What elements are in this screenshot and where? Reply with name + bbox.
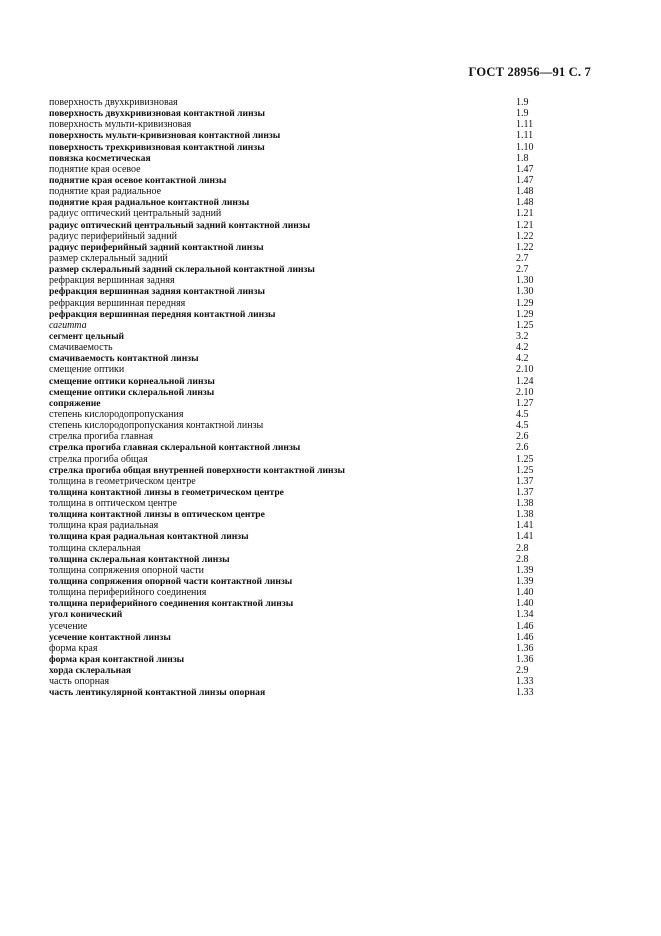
index-entry — [49, 130, 549, 141]
index-entry — [49, 487, 549, 498]
index-term: толщина края радиальная — [49, 520, 159, 532]
index-term: форма края — [49, 642, 98, 654]
index-entry — [49, 531, 549, 542]
index-entry — [49, 387, 549, 398]
index-entry — [49, 186, 549, 197]
index-term: толщина в оптическом центре — [49, 498, 177, 510]
index-term: поверхность трехкривизновая контактной линзы — [49, 141, 265, 153]
index-reference-number: 1.21 — [516, 219, 534, 231]
index-entry — [49, 331, 549, 342]
index-reference-number: 1.10 — [516, 141, 534, 153]
index-reference-number: 1.29 — [516, 308, 534, 320]
index-term: стрелка прогиба главная — [49, 431, 153, 443]
index-reference-number: 1.30 — [516, 286, 534, 298]
index-entry — [49, 498, 549, 509]
index-entry — [49, 398, 549, 409]
index-entry — [49, 609, 549, 620]
index-entry — [49, 576, 549, 587]
page-header: ГОСТ 28956—91 С. 7 — [468, 65, 591, 79]
index-term: поднятие края осевое контактной линзы — [49, 174, 227, 186]
index-term: усечение контактной линзы — [49, 631, 171, 643]
index-term: толщина контактной линзы в оптическом центре — [49, 509, 265, 521]
index-term: поднятие края радиальное — [49, 186, 162, 198]
index-term: смещение оптики корнеальной линзы — [49, 375, 215, 387]
index-reference-number: 1.41 — [516, 520, 534, 532]
index-entry — [49, 142, 549, 153]
index-entry — [49, 342, 549, 353]
index-entry — [49, 676, 549, 687]
index-reference-number: 1.11 — [516, 119, 534, 131]
index-entry — [49, 409, 549, 420]
index-reference-number: 1.47 — [516, 163, 534, 175]
index-reference-number: 1.25 — [516, 319, 534, 331]
index-reference-number: 1.27 — [516, 397, 534, 409]
index-entry — [49, 298, 549, 309]
index-reference-number: 1.41 — [516, 531, 534, 543]
index-reference-number: 1.25 — [516, 453, 534, 465]
index-entry — [49, 197, 549, 208]
index-term: толщина периферийного соединения контактной линзы — [49, 598, 294, 610]
index-term: смачиваемость — [49, 342, 113, 354]
index-entry — [49, 520, 549, 531]
index-entry — [49, 253, 549, 264]
index-term: стрелка прогиба главная склеральной контактной линзы — [49, 442, 301, 454]
index-term: поверхность мульти-кривизновая контактной линзы — [49, 130, 281, 142]
index-term: радиус периферийный задний контактной линзы — [49, 241, 264, 253]
index-entry — [49, 353, 549, 364]
index-entry — [49, 242, 549, 253]
index-reference-number: 2.8 — [516, 542, 529, 554]
index-term: стрелка прогиба общая внутренней поверхности контактной линзы — [49, 464, 345, 476]
index-reference-number: 1.36 — [516, 654, 534, 666]
index-reference-number: 1.34 — [516, 609, 534, 621]
index-entry — [49, 175, 549, 186]
index-reference-number: 1.33 — [516, 676, 534, 688]
index-term: толщина сопряжения опорной части — [49, 564, 205, 576]
index-reference-number: 1.40 — [516, 598, 534, 610]
index-entry — [49, 208, 549, 219]
index-entry — [49, 565, 549, 576]
index-reference-number: 2.6 — [516, 442, 529, 454]
index-term: поверхность мульти-кривизновая — [49, 119, 192, 131]
index-term: сегмент цельный — [49, 330, 125, 342]
index-reference-number: 2.9 — [516, 665, 529, 677]
index-term: степень кислородопропускания — [49, 408, 184, 420]
index-reference-number: 1.48 — [516, 186, 534, 198]
index-reference-number: 1.38 — [516, 498, 534, 510]
index-entry — [49, 286, 549, 297]
index-entry — [49, 442, 549, 453]
index-entry — [49, 687, 549, 698]
index-reference-number: 1.37 — [516, 486, 534, 498]
index-entry — [49, 420, 549, 431]
index-term: радиус оптический центральный задний контактной линзы — [49, 219, 311, 231]
index-term: форма края контактной линзы — [49, 654, 185, 666]
term-index-list — [49, 97, 549, 699]
index-entry — [49, 431, 549, 442]
index-entry — [49, 465, 549, 476]
index-term: толщина в геометрическом центре — [49, 475, 196, 487]
index-reference-number: 1.25 — [516, 464, 534, 476]
index-term: смещение оптики склеральной линзы — [49, 386, 215, 398]
index-term: рефракция вершинная передняя контактной линзы — [49, 308, 276, 320]
index-reference-number: 1.39 — [516, 576, 534, 588]
index-term: повязка косметическая — [49, 152, 151, 164]
index-term: хорда склеральная — [49, 665, 132, 677]
index-reference-number: 1.24 — [516, 375, 534, 387]
index-reference-number: 1.22 — [516, 230, 534, 242]
index-term: размер склеральный задний — [49, 252, 168, 264]
index-entry — [49, 632, 549, 643]
index-entry — [49, 509, 549, 520]
index-term: смещение оптики — [49, 364, 125, 376]
index-term: сагитта — [49, 319, 87, 331]
index-term: стрелка прогиба общая — [49, 453, 148, 465]
index-reference-number: 2.7 — [516, 264, 529, 276]
index-term: поверхность двухкривизновая контактной линзы — [49, 108, 265, 120]
index-reference-number: 1.33 — [516, 687, 534, 699]
index-reference-number: 3.2 — [516, 330, 529, 342]
index-term: толщина края радиальная контактной линзы — [49, 531, 249, 543]
index-term: толщина периферийного соединения — [49, 587, 207, 599]
index-entry — [49, 108, 549, 119]
index-term: часть опорная — [49, 676, 110, 688]
index-entry — [49, 231, 549, 242]
index-reference-number: 1.39 — [516, 564, 534, 576]
index-term: поднятие края радиальное контактной линзы — [49, 197, 250, 209]
index-reference-number: 1.46 — [516, 620, 534, 632]
index-reference-number: 1.8 — [516, 152, 529, 164]
index-reference-number: 1.9 — [516, 97, 529, 108]
index-entry — [49, 621, 549, 632]
index-entry — [49, 275, 549, 286]
index-reference-number: 4.5 — [516, 420, 529, 432]
index-reference-number: 2.8 — [516, 553, 529, 565]
index-reference-number: 2.10 — [516, 364, 534, 376]
index-term: радиус периферийный задний — [49, 230, 178, 242]
index-reference-number: 1.36 — [516, 642, 534, 654]
index-term: степень кислородопропускания контактной линзы — [49, 420, 264, 432]
index-reference-number: 1.46 — [516, 631, 534, 643]
index-reference-number: 1.11 — [516, 130, 534, 142]
index-entry — [49, 554, 549, 565]
index-reference-number: 1.29 — [516, 297, 534, 309]
index-term: радиус оптический центральный задний — [49, 208, 222, 220]
index-reference-number: 2.6 — [516, 431, 529, 443]
index-entry — [49, 543, 549, 554]
index-reference-number: 4.5 — [516, 408, 529, 420]
index-term: часть лентикулярной контактной линзы опорная — [49, 687, 266, 699]
index-reference-number: 4.2 — [516, 353, 529, 365]
index-reference-number: 2.7 — [516, 252, 529, 264]
index-term: рефракция вершинная задняя — [49, 275, 175, 287]
index-reference-number: 1.30 — [516, 275, 534, 287]
index-term: рефракция вершинная передняя — [49, 297, 186, 309]
index-term: смачиваемость контактной линзы — [49, 353, 199, 365]
index-entry — [49, 320, 549, 331]
index-term: рефракция вершинная задняя контактной линзы — [49, 286, 265, 298]
index-reference-number: 1.9 — [516, 108, 529, 120]
index-reference-number: 1.37 — [516, 475, 534, 487]
index-term: поверхность двухкривизновая — [49, 97, 178, 108]
index-term: толщина сопряжения опорной части контактной линзы — [49, 576, 293, 588]
index-entry — [49, 220, 549, 231]
index-entry — [49, 598, 549, 609]
index-reference-number: 1.21 — [516, 208, 534, 220]
index-reference-number: 1.22 — [516, 241, 534, 253]
index-reference-number: 4.2 — [516, 342, 529, 354]
index-entry — [49, 476, 549, 487]
index-term: сопряжение — [49, 397, 101, 409]
index-reference-number: 1.40 — [516, 587, 534, 599]
index-entry — [49, 587, 549, 598]
index-term: размер склеральный задний склеральной контактной линзы — [49, 264, 315, 276]
index-entry — [49, 119, 549, 130]
index-entry — [49, 376, 549, 387]
index-entry — [49, 665, 549, 676]
index-reference-number: 2.10 — [516, 386, 534, 398]
index-term: толщина склеральная — [49, 542, 141, 554]
index-term: толщина контактной линзы в геометрическом центре — [49, 486, 284, 498]
index-reference-number: 1.38 — [516, 509, 534, 521]
index-entry — [49, 643, 549, 654]
index-reference-number: 1.47 — [516, 174, 534, 186]
index-term: толщина склеральная контактной линзы — [49, 553, 230, 565]
index-entry — [49, 264, 549, 275]
index-entry — [49, 164, 549, 175]
index-entry — [49, 97, 549, 108]
index-entry — [49, 654, 549, 665]
index-entry — [49, 454, 549, 465]
index-reference-number: 1.48 — [516, 197, 534, 209]
index-entry — [49, 309, 549, 320]
index-term: поднятие края осевое — [49, 163, 141, 175]
index-term: угол конический — [49, 609, 123, 621]
index-term: усечение — [49, 620, 88, 632]
index-entry — [49, 364, 549, 375]
index-entry — [49, 153, 549, 164]
